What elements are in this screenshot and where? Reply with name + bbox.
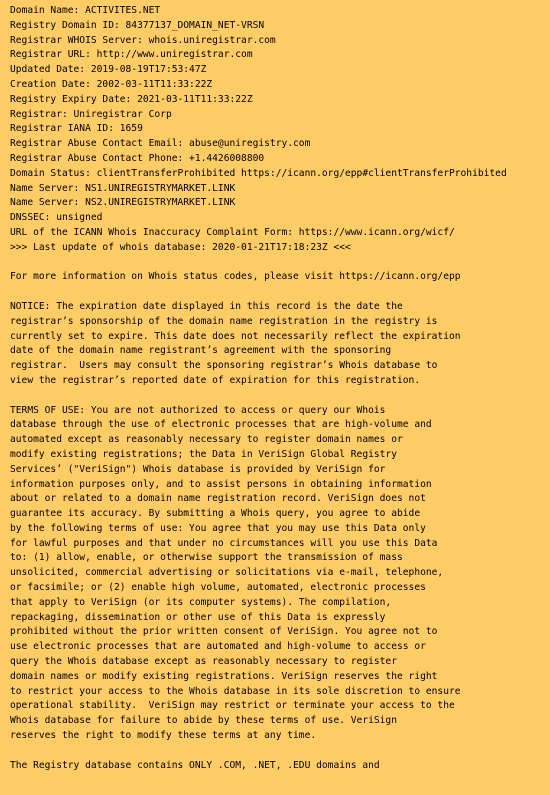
whois-line: TERMS OF USE: You are not authorized to access or query our Whois (10, 404, 386, 416)
whois-line (10, 285, 546, 300)
whois-line: to restrict your access to the Whois database in its sole discretion to ensure (10, 685, 461, 697)
whois-line: about or related to a domain name registration record. VeriSign does not (10, 493, 426, 505)
whois-line: guarantee its accuracy. By submitting a Whois query, you agree to abide (10, 508, 421, 520)
whois-line: unsolicited, commercial advertising or solicitations via e-mail, telephone, (10, 567, 444, 579)
whois-line: DNSSEC: unsigned (10, 212, 103, 224)
whois-line: registrar’s sponsorship of the domain name registration in the registry is (10, 315, 438, 327)
whois-line: Name Server: NS2.UNIREGISTRYMARKET.LINK (10, 197, 236, 209)
whois-line: Name Server: NS1.UNIREGISTRYMARKET.LINK (10, 182, 236, 194)
whois-line: For more information on Whois status codes, please visit https://icann.org/epp (10, 271, 461, 283)
whois-line (10, 389, 546, 404)
whois-line: information purposes only, and to assist persons in obtaining information (10, 478, 432, 490)
whois-line: Whois database for failure to abide by these terms of use. VeriSign (10, 715, 397, 727)
whois-line: Registrar: Uniregistrar Corp (10, 108, 172, 120)
whois-line: or facsimile; or (2) enable high volume, automated, electronic processes (10, 582, 426, 594)
whois-line: Registrar WHOIS Server: whois.uniregistrar.com (10, 34, 276, 46)
whois-line (10, 256, 546, 271)
whois-line: Services’ ("VeriSign") Whois database is provided by VeriSign for (10, 463, 386, 475)
whois-line: operational stability. VeriSign may restrict or terminate your access to the (10, 700, 455, 712)
whois-line: Updated Date: 2019-08-19T17:53:47Z (10, 64, 207, 76)
whois-line: Registrar Abuse Contact Phone: +1.4426008800 (10, 152, 265, 164)
whois-line: database through the use of electronic processes that are high-volume and (10, 419, 432, 431)
whois-line: reserves the right to modify these terms at any time. (10, 730, 317, 742)
whois-line: for lawful purposes and that under no circumstances will you use this Data (10, 537, 438, 549)
whois-line: prohibited without the prior written consent of VeriSign. You agree not to (10, 626, 438, 638)
whois-line: Registry Expiry Date: 2021-03-11T11:33:22Z (10, 93, 253, 105)
whois-line: by the following terms of use: You agree that you may use this Data only (10, 522, 426, 534)
whois-line: Creation Date: 2002-03-11T11:33:22Z (10, 78, 213, 90)
whois-line: Registrar Abuse Contact Email: abuse@uniregistry.com (10, 138, 311, 150)
whois-line: query the Whois database except as reasonably necessary to register (10, 656, 397, 668)
whois-line: repackaging, dissemination or other use of this Data is expressly (10, 611, 386, 623)
whois-line: The Registry database contains ONLY .COM, .NET, .EDU domains and (10, 759, 380, 771)
whois-line: that apply to VeriSign (or its computer systems). The compilation, (10, 596, 392, 608)
whois-line: Domain Status: clientTransferProhibited https://icann.org/epp#clientTransferProhibited (10, 167, 507, 179)
whois-line: domain names or modify existing registrations. VeriSign reserves the right (10, 670, 438, 682)
whois-line (10, 744, 546, 759)
whois-line: date of the domain name registrant’s agreement with the sponsoring (10, 345, 392, 357)
whois-line: Registrar IANA ID: 1659 (10, 123, 143, 135)
whois-line: modify existing registrations; the Data in VeriSign Global Registry (10, 448, 397, 460)
whois-line: >>> Last update of whois database: 2020-01-21T17:18:23Z <<< (10, 241, 351, 253)
whois-line: URL of the ICANN Whois Inaccuracy Complaint Form: https://www.icann.org/wicf/ (10, 226, 455, 238)
whois-line: view the registrar’s reported date of expiration for this registration. (10, 374, 421, 386)
whois-line: to: (1) allow, enable, or otherwise support the transmission of mass (10, 552, 403, 564)
whois-line: registrar. Users may consult the sponsoring registrar’s Whois database to (10, 360, 438, 372)
whois-line: Registry Domain ID: 84377137_DOMAIN_NET-VRSN (10, 19, 265, 31)
whois-line: Registrar URL: http://www.uniregistrar.com (10, 49, 253, 61)
whois-record-text (10, 4, 546, 773)
whois-line: NOTICE: The expiration date displayed in this record is the date the (10, 300, 403, 312)
whois-line: use electronic processes that are automated and high-volume to access or (10, 641, 426, 653)
whois-line: Domain Name: ACTIVITES.NET (10, 5, 161, 16)
whois-line: currently set to expire. This date does not necessarily reflect the expiration (10, 330, 461, 342)
whois-line: automated except as reasonably necessary to register domain names or (10, 434, 403, 446)
